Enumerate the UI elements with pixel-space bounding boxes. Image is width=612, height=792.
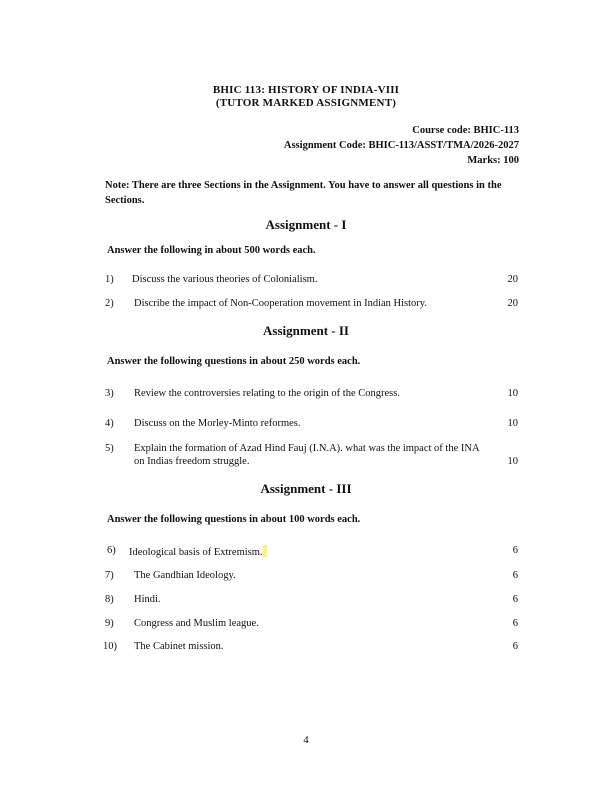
section-instruction-3: Answer the following questions in about 100 words each.: [107, 514, 361, 525]
title-line-2: (TUTOR MARKED ASSIGNMENT): [215, 97, 397, 109]
question-text-row: [129, 545, 267, 558]
question-number: 8): [105, 594, 114, 605]
section-instruction-2: Answer the following questions in about 250 words each.: [107, 356, 361, 367]
question-number: 1): [105, 274, 114, 285]
question-number: 6): [107, 545, 116, 556]
section-instruction-1: Answer the following in about 500 words each.: [107, 245, 316, 256]
question-marks: 6: [512, 618, 518, 629]
question-text: The Gandhian Ideology.: [134, 570, 236, 581]
question-text: Discribe the impact of Non-Cooperation movement in Indian History.: [134, 298, 427, 309]
question-marks: 10: [507, 388, 518, 399]
question-text: Congress and Muslim league.: [134, 618, 259, 629]
question-number: 2): [105, 298, 114, 309]
question-marks: 20: [507, 298, 518, 309]
question-text: Review the controversies relating to the origin of the Congress.: [134, 388, 400, 399]
question-text: Discuss on the Morley-Minto reformes.: [134, 418, 301, 429]
question-number: 4): [105, 418, 114, 429]
question-text-continued: on Indias freedom struggle.: [134, 456, 250, 467]
question-text: Hindi.: [134, 594, 161, 605]
question-marks: 20: [507, 274, 518, 285]
marks-total: Marks: 100: [467, 155, 519, 166]
section-heading-3: Assignment - III: [260, 481, 352, 496]
text-highlight: [263, 545, 267, 557]
question-text: Discuss the various theories of Colonialism.: [132, 274, 318, 285]
assignment-code: Assignment Code: BHIC-113/ASST/TMA/2026-2027: [283, 140, 519, 151]
question-number: 7): [105, 570, 114, 581]
question-number: 9): [105, 618, 114, 629]
question-number: 3): [105, 388, 114, 399]
question-marks: 6: [512, 570, 518, 581]
question-number: 5): [105, 443, 114, 454]
assignment-note: Note: There are three Sections in the Assignment. You have to answer all questions in the Sections.: [105, 180, 502, 206]
page-number: 4: [303, 735, 309, 746]
question-marks: 10: [507, 456, 518, 467]
section-heading-1: Assignment - I: [265, 217, 347, 232]
question-marks: 6: [512, 545, 518, 556]
question-text: Ideological basis of Extremism.: [129, 547, 263, 558]
question-number: 10): [103, 641, 117, 652]
title-line-1: BHIC 113: HISTORY OF INDIA-VIII: [212, 84, 400, 96]
question-text: Explain the formation of Azad Hind Fauj (I.N.A). what was the impact of the INA: [134, 443, 480, 454]
question-marks: 10: [507, 418, 518, 429]
section-heading-2: Assignment - II: [263, 323, 349, 338]
question-marks: 6: [512, 641, 518, 652]
course-code: Course code: BHIC-113: [412, 125, 519, 136]
question-text: The Cabinet mission.: [134, 641, 224, 652]
question-marks: 6: [512, 594, 518, 605]
